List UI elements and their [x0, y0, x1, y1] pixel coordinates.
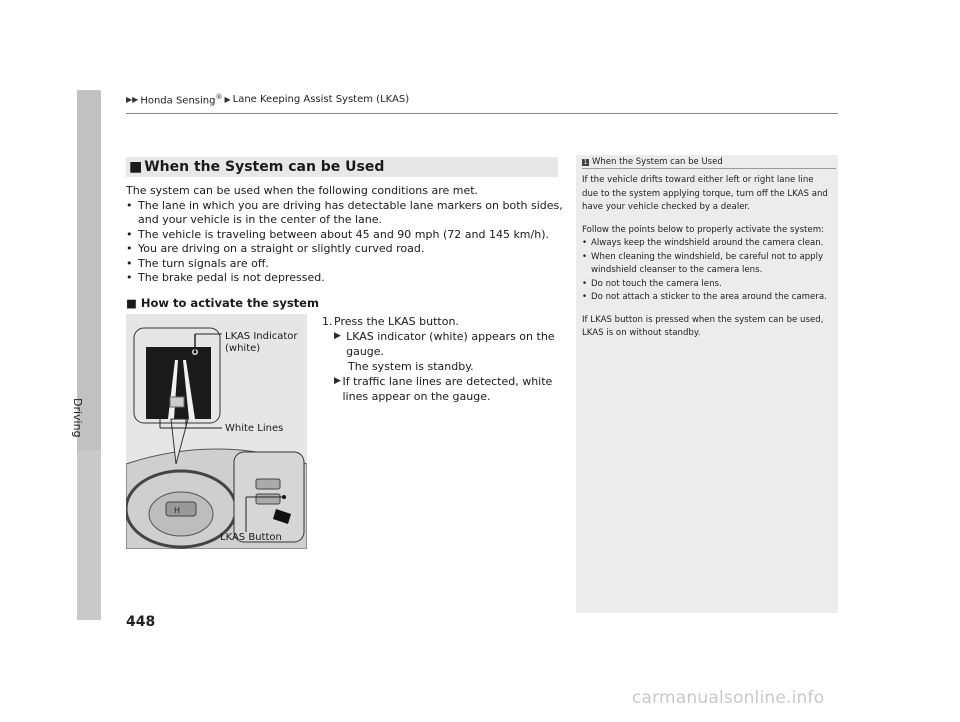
lkas-illustration [126, 314, 307, 549]
list-item: • The turn signals are off. [126, 257, 566, 272]
notes-paragraph: If LKAS button is pressed when the system can be used, LKAS is on without standby. [582, 314, 824, 338]
result-arrow-icon: ▶ [334, 331, 341, 341]
sidebar-label: Driving [71, 398, 84, 438]
step-result-1-extra: The system is standby. [348, 360, 474, 373]
svg-text:H: H [174, 506, 181, 515]
result-arrow-icon: ▶ [334, 376, 341, 386]
breadcrumb-arrow-icon: ▶▶ [126, 95, 139, 105]
list-item: • The brake pedal is not depressed. [126, 271, 566, 286]
section-heading [126, 157, 558, 177]
lkas-indicator-label: LKAS Indicator (white) [225, 331, 298, 354]
list-item: • The vehicle is traveling between about 45 and 90 mph (72 and 145 km/h). [126, 228, 566, 243]
page-number: 448 [126, 614, 156, 630]
list-item: • Always keep the windshield around the camera clean. [582, 237, 830, 251]
section-title: When the System can be Used [144, 159, 385, 175]
step-1 [322, 314, 562, 404]
step-result-1: LKAS indicator (white) appears on the gauge. [346, 330, 555, 358]
notes-divider [582, 168, 836, 169]
step-text: Press the LKAS button. [334, 315, 459, 328]
subsection-marker: ■ [126, 296, 137, 310]
list-item: • The lane in which you are driving has detectable lane markers on both sides, and your vehicle is in the center of the lane. [126, 199, 566, 228]
notes-points [582, 237, 830, 305]
section-marker: ■ [129, 159, 143, 175]
watermark-text: carmanualsonline.info [632, 688, 825, 708]
list-item: • Do not attach a sticker to the area around the camera. [582, 291, 830, 305]
conditions-block [126, 184, 566, 286]
subsection-title: How to activate the system [140, 296, 319, 310]
intro-text: The system can be used when the following conditions are met. [126, 184, 479, 197]
step-number: 1. [322, 315, 333, 328]
lkas-button-label: LKAS Button [220, 532, 282, 543]
notes-title: 1 When the System can be Used [583, 157, 723, 167]
white-lines-label: White Lines [225, 423, 284, 434]
breadcrumb-item-lkas[interactable]: Lane Keeping Assist System (LKAS) [232, 94, 410, 106]
note-icon: 1 [583, 158, 588, 166]
breadcrumb-item-honda-sensing[interactable]: Honda Sensing® [140, 93, 223, 107]
list-item: • Do not touch the camera lens. [582, 278, 830, 292]
step-result-2: If traffic lane lines are detected, white lines appear on the gauge. [342, 375, 553, 403]
breadcrumb [126, 93, 409, 106]
sidebar-tab [77, 90, 101, 450]
header-divider [126, 113, 838, 114]
notes-paragraph: If the vehicle drifts toward either left or right lane line due to the system applying torque, turn off the LKAS and have your vehicle checked by a dealer. [582, 175, 828, 212]
list-item: • You are driving on a straight or slightly curved road. [126, 242, 566, 257]
conditions-list [126, 199, 566, 286]
notes-body [582, 174, 830, 350]
breadcrumb-arrow-icon: ▶ [224, 95, 231, 105]
list-item: • When cleaning the windshield, be careful not to apply windshield cleanser to the camera lens. [582, 251, 830, 278]
notes-paragraph: Follow the points below to properly activate the system: [582, 224, 824, 235]
subsection-heading [126, 296, 319, 310]
